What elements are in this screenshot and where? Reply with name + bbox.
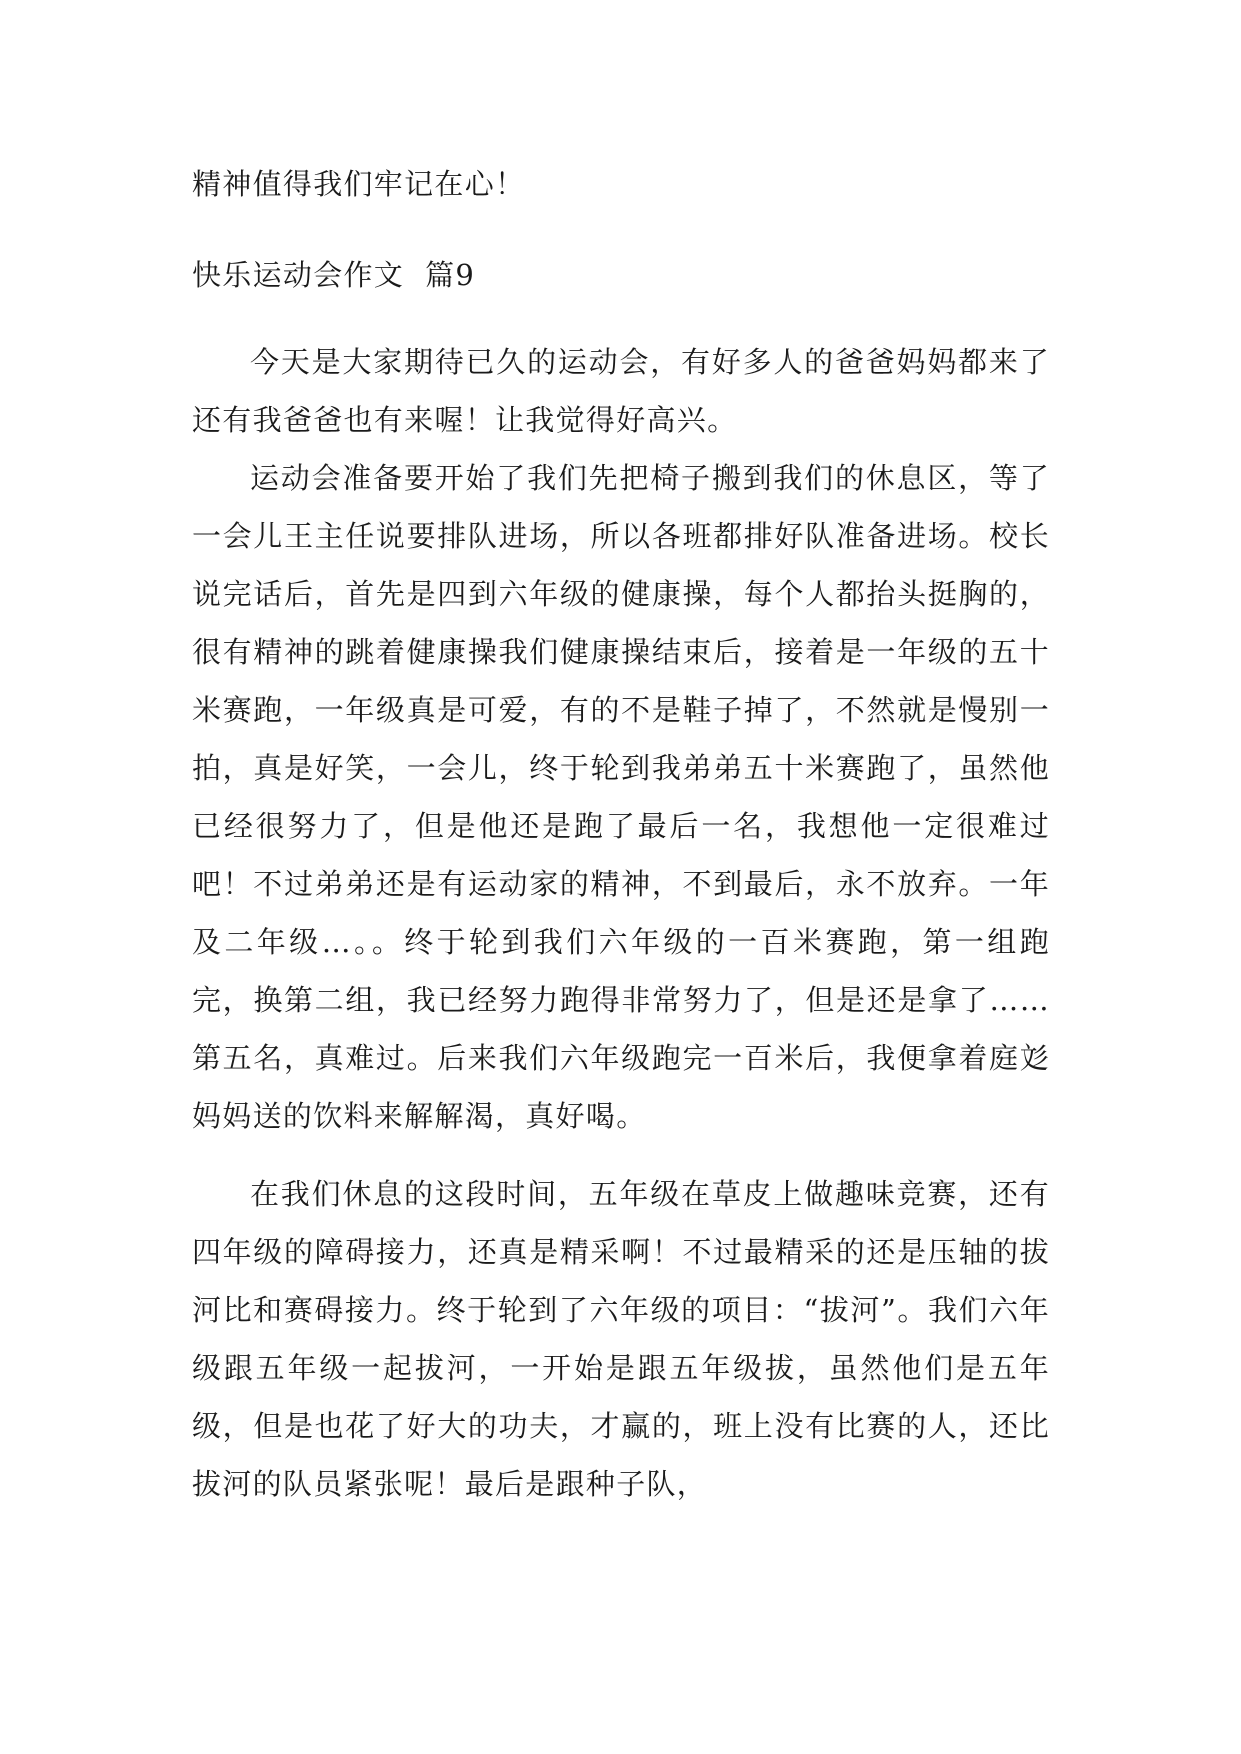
- section-title: 快乐运动会作文 篇9: [192, 258, 476, 292]
- paragraph-1: 今天是大家期待已久的运动会，有好多人的爸爸妈妈都来了还有我爸爸也有来喔！让我觉得好高兴。: [192, 345, 1050, 437]
- paragraph-3: 在我们休息的这段时间，五年级在草皮上做趣味竞赛，还有四年级的障碍接力，还真是精采啊！不过最精采的还是压轴的拔河比和赛碍接力。终于轮到了六年级的项目：“拔河”。我们六年级跟五年级一起拔河，一开始是跟五年级拔，虽然他们是五年级，但是也花了好大的功夫，才赢的，班上没有比赛的人，还比拔河的队员紧张呢！最后是跟种子队，: [192, 1177, 1050, 1501]
- section-heading-block: [192, 246, 1050, 304]
- essay-body: [192, 333, 1050, 1513]
- opening-line: 精神值得我们牢记在心！: [192, 167, 526, 201]
- opening-line-block: [192, 155, 1050, 213]
- paragraph-2: 运动会准备要开始了我们先把椅子搬到我们的休息区，等了一会儿王主任说要排队进场，所以各班都排好队准备进场。校长说完话后，首先是四到六年级的健康操，每个人都抬头挺胸的，很有精神的跳着健康操我们健康操结束后，接着是一年级的五十米赛跑，一年级真是可爱，有的不是鞋子掉了，不然就是慢别一拍，真是好笑，一会儿，终于轮到我弟弟五十米赛跑了，虽然他已经很努力了，但是他还是跑了最后一名，我想他一定很难过吧！不过弟弟还是有运动家的精神，不到最后，永不放弃。一年及二年级…。。终于轮到我们六年级的一百米赛跑，第一组跑完，换第二组，我已经努力跑得非常努力了，但是还是拿了……第五名，真难过。后来我们六年级跑完一百米后，我便拿着庭彣妈妈送的饮料来解解渴，真好喝。: [192, 461, 1050, 1133]
